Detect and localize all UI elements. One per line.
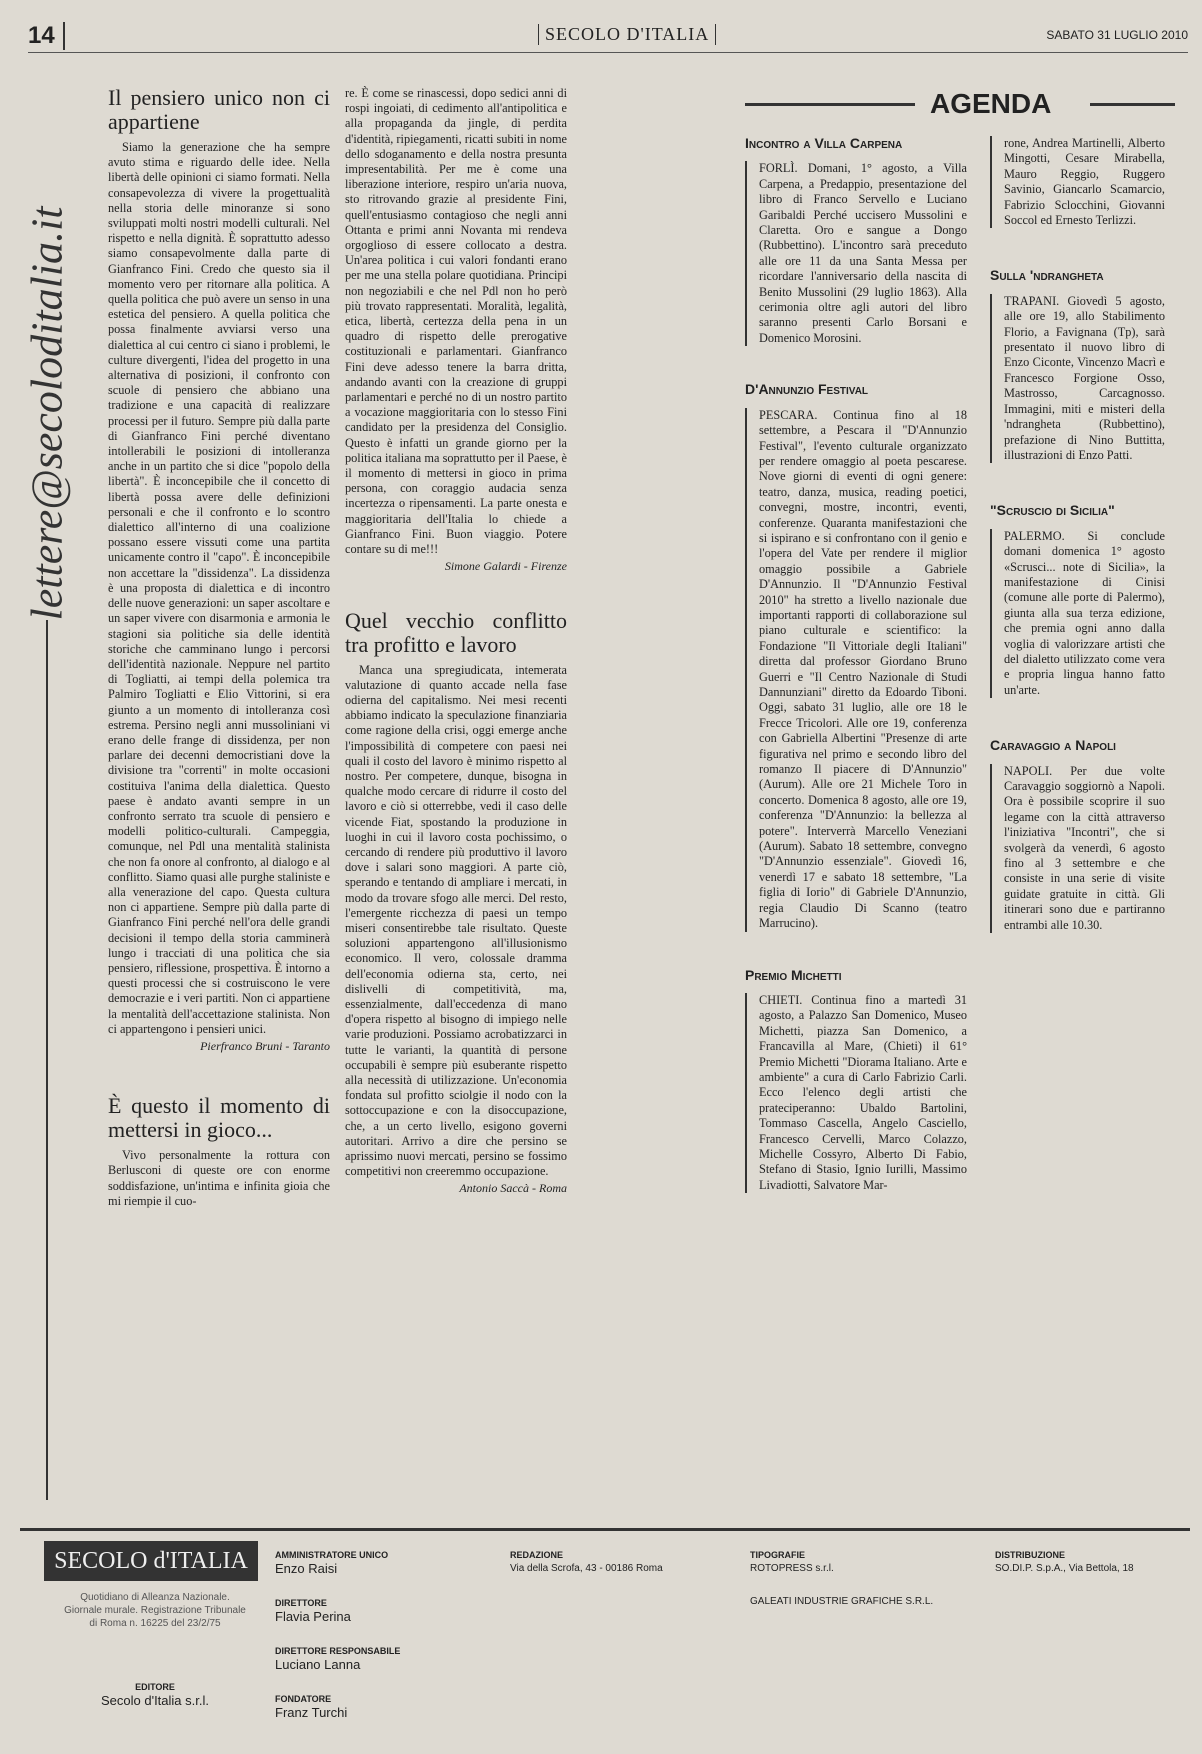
agenda-item: [990, 268, 1165, 463]
agenda-heading: Caravaggio a Napoli: [990, 737, 1116, 754]
publisher-name: Secolo d'Italia s.r.l.: [101, 1693, 209, 1708]
agenda-heading: "Scruscio di Sicilia": [990, 502, 1115, 519]
agenda-column-b: [990, 136, 1165, 933]
agenda-heading: D'Annunzio Festival: [745, 381, 869, 398]
agenda-heading: Premio Michetti: [745, 966, 842, 983]
agenda-item: [990, 503, 1165, 698]
manager-label: AMMINISTRATORE UNICO: [275, 1550, 389, 1560]
agenda-column-a: [745, 136, 967, 1193]
agenda-rule-right: [1090, 103, 1175, 106]
letter-body: re. È come se rinascessi, dopo sedici anni di rospi ingoiati, di cedimento all'antipolitica e alla propaganda da jingle, di perdita d'identità, ripiegamenti, ricatti subiti in nome dello sdoganamento e della nostra presunta impresentabilità. Per me è come una liberazione interiore, respiro un'aria nuova, sto ritrovando grazie al presidente Fini, quell'entusiasmo contagioso che negli anni Ottanta e primi anni Novanta mi rendeva orgoglioso di essere collocato a destra. Un'area politica i cui valori fondanti erano per me una stella polare quotidiana. Principi non negoziabili e che nel Pdl non ho però più trovato rappresentati. Moralità, legalità, etica, libertà, certezza della pena in un quadro di rispetto delle prerogative costituzionali e parlamentari. Gianfranco Fini deve adesso tenere la barra dritta, andando avanti con la creazione di gruppi parlamentari e perché no di un nostro partito a vocazione maggioritaria con lo stesso Fini candidato per la presidenza del Consiglio. Questo è infatti un grande giorno per la politica italiana ma soprattutto per il Paese, è il momento di mettersi in gioco in prima persona, con coraggio audacia senza incertezza o ripensamenti. La parte onesta e maggioritaria dell'Italia lo chiede a Gianfranco Fini. Buon viaggio. Potere contare su di me!!!: [345, 86, 567, 557]
agenda-text: rone, Andrea Martinelli, Alberto Mingotti, Cesare Mirabella, Mauro Reggio, Ruggero Savinio, Giancarlo Scamarcio, Fabrizio Sclocchini, Giovanni Soccol ed Ernesto Terlizzi.: [1004, 136, 1165, 228]
manager-name: Enzo Raisi: [275, 1561, 338, 1576]
vertical-title: [22, 95, 72, 621]
letter-signature: Simone Galardi - Firenze: [444, 559, 567, 574]
agenda-text: PESCARA. Continua fino al 18 settembre, a Pescara il "D'Annunzio Festival", l'evento culturale organizzato per rendere omaggio al poeta pescarese. Nove giorni di eventi di ogni genere: teatro, danza, musica, reading poetici, convegni, mostre, incontri, eventi, conferenze. Quaranta manifestazioni che si ispirano e si confrontano con il genio e l'opera del Vate per rendere il miglior omaggio possibile a Gabriele D'Annunzio. Il "D'Annunzio Festival 2010" ha stretto a livello nazionale due importanti rapporti di collaborazione sul piano culturale e scientifico: la Fondazione "Il Vittoriale degli Italiani" diretta dal professor Giordano Bruno Guerri e "Il Centro Nazionale di Studi Dannunziani" diretto da Edoardo Tiboni. Oggi, sabato 31 luglio, alle ore 18 le Frecce Tricolori. Alle ore 19, conferenza con Gabriella Albertini "Presenze di arte figurativa nel primo e secondo libro del romanzo Il piacere di D'Annunzio" (Aurum). Alle ore 21 Michele Toro in concerto. Domenica 8 agosto, alle ore 19, conferenza "D'Annunzio: la bellezza al potere". Interverrà Marcello Veneziani (Aurum). Sabato 18 settembre, convegno "D'Annunzio essenziale". Giovedì 16, venerdì 17 e sabato 18 settembre, "La figlia di Iorio" di Gabriele D'Annunzio, regia Claudio Di Scanno (teatro Marrucino).: [759, 407, 967, 931]
director-name: Flavia Perina: [275, 1609, 351, 1624]
editorial-office-block: [510, 1549, 730, 1575]
letter-title: È questo il momento di mettersi in gioco...: [108, 1093, 330, 1143]
colophon: [20, 1528, 1190, 1741]
distribution-company: SO.DI.P. S.p.A., Via Bettola, 18: [995, 1563, 1134, 1574]
agenda-text: NAPOLI. Per due volte Caravaggio soggiornò a Napoli. Ora è possibile scoprire il suo legame con la città attraverso l'iniziativa "Incontri", che si svolgerà da venerdì, 6 agosto fino al 3 settembre e che consiste in una serie di visite guidate gratuite in città. Gli itinerari sono due e partiranno entrambi alle 10.30.: [1004, 763, 1165, 932]
agenda-text: CHIETI. Continua fino a martedì 31 agosto, a Palazzo San Domenico, Museo Michetti, piazza San Domenico, a Francavilla al Mare, (Chieti) il 61° Premio Michetti "Diorama Italiano. Arte e ambiente" a cura di Carlo Fabrizio Carli. Ecco l'elenco degli artisti che prateciperanno: Ubaldo Bartolini, Tommaso Cascella, Angelo Casciello, Francesco Cervelli, Marco Colazzo, Michelle Cossyro, Alberto Di Fabio, Stefano di Stasio, Ignio Iurilli, Massimo Livadiotti, Salvatore Mar-: [759, 992, 967, 1192]
letter-title: Quel vecchio conflitto tra profitto e lavoro: [345, 607, 567, 657]
letter-body: Vivo personalmente la rottura con Berlusconi di queste ore con enorme soddisfazione, un'intima e infinita gioia che mi riempie il cuo-: [108, 1148, 330, 1208]
masthead: SECOLO D'ITALIA: [538, 24, 716, 45]
printers-block: [750, 1549, 960, 1608]
page-header: [28, 18, 1188, 53]
publisher-label: EDITORE: [135, 1682, 175, 1692]
column-2: [345, 86, 567, 1197]
distribution-block: [995, 1549, 1175, 1575]
page-number: 14: [28, 22, 65, 50]
vertical-rule: [46, 620, 48, 1500]
director-label: DIRETTORE: [275, 1598, 327, 1608]
email-address: lettere@secoloditalia.it: [22, 206, 72, 621]
agenda-title: AGENDA: [930, 88, 1052, 119]
agenda-text: FORLÌ. Domani, 1° agosto, a Villa Carpena, a Predappio, presentazione del libro di Franco Servello e Luciano Garibaldi Perché uccisero Mussolini e Claretta. Oro e sangue a Dongo (Rubbettino). L'incontro sarà preceduto alle ore 11 da una Santa Messa per ricordare l'anniversario della nascita di Benito Mussolini (29 luglio 1863). Alla cerimonia oltre agli autori del libro saranno presenti Carlo Borsani e Domenico Morosini.: [759, 161, 967, 345]
agenda-item: [745, 136, 967, 346]
agenda-rule-left: [745, 103, 915, 106]
publisher-block: [60, 1681, 250, 1707]
editor-name: Luciano Lanna: [275, 1657, 361, 1672]
founder-label: FONDATORE: [275, 1694, 332, 1704]
staff-block: [275, 1549, 475, 1719]
letter-title: Il pensiero unico non ci appartiene: [108, 85, 330, 134]
agenda-text: PALERMO. Si conclude domani domenica 1° agosto «Scrusci... note di Sicilia», la manifestazione di Cinisi (comune alle porte di Palermo), giunta alla sua terza edizione, che premia ogni anno dalla voglia di valorizzare artisti che del dialetto utilizzato come vera e propria lingua hanno fatto un'arte.: [1004, 528, 1165, 697]
printers-label: TIPOGRAFIE: [750, 1550, 806, 1560]
letter-signature: Pierfranco Bruni - Taranto: [200, 1038, 330, 1053]
founder-name: Franz Turchi: [275, 1705, 348, 1720]
printer-1: ROTOPRESS s.r.l.: [750, 1563, 834, 1574]
editor-label: DIRETTORE RESPONSABILE: [275, 1646, 401, 1656]
editorial-office-label: REDAZIONE: [510, 1550, 564, 1560]
editorial-office-address: Via della Scrofa, 43 - 00186 Roma: [510, 1563, 663, 1574]
agenda-item: [745, 382, 967, 931]
letter-body: Manca una spregiudicata, intemerata valutazione di quanto accade nella fase odierna del capitalismo. Nei mesi recenti abbiamo indicato la speculazione finanziaria come ragione della crisi, oggi emerge anche l'impossibilità di competere con paesi nei quali il costo del lavoro è minimo rispetto al nostro. Per competere, dunque, bisogna in qualche modo cercare di ridurre il costo del lavoro e ciò si otterrebbe, vedi il caso delle vicende Fiat, spostando la produzione in luoghi in cui il lavoro costa pochissimo, o cercando di rendere più produttivo il lavoro dove i salari sono maggiori. A parte ciò, sperando e tentando di ampliare i mercati, in modo da trovare sfogo alle merci. Del resto, l'emergente ricchezza di paesi un tempo miseri consentirebbe tale risultato. Queste soluzioni appartengono all'illusionismo economico. Il vero, colossale dramma dell'economia odierna sta, certo, nei dislivelli di competitività, ma, essenzialmente, dall'eccedenza di mano d'opera rispetto al bisogno di impiego nelle varie produzioni. Possiamo acrobatizzarci in tutte le varianti, la quantità di persone occupabili è sempre più esuberante rispetto alla necessità di utilizzazione. Un'economia fondata sul profitto sciolgie il nodo con la sottoccupazione e con la disoccupazione, che, a un certo livello, esigono governi autoritari. Arrivo a dire che persino se aprissimo nuovi mercati, persino se fossimo competitivi non creeremmo occupazione.: [345, 662, 567, 1179]
agenda-heading: Incontro a Villa Carpena: [745, 135, 903, 151]
column-1: [108, 86, 330, 1211]
agenda-heading: Sulla 'ndrangheta: [990, 267, 1104, 284]
letter-body: Siamo la generazione che ha sempre avuto stima e riguardo delle idee. Nella libertà delle opinioni ci siamo formati. Nella consapevolezza di vivere la progettualità nella storia delle minoranze si sono sviluppati molti nostri modelli culturali. Nel rispetto e nella dignità. È soprattutto adesso siamo consapevolmente dalla parte di Gianfranco Fini. Credo che questo sia il momento vero per ritornare alla politica. A quella politica che può avere un senso in una estetica del pensiero. A quella politica che possa finalmente avviarsi verso una dialettica al cui centro ci siano i problemi, le culture divergenti, l'idea del progetto in una alternativa di posizioni, il confronto con scuole di pensiero che abbiano una tradizione e una capacità di realizzare processi per il futuro. Sempre più dalla parte di Gianfranco Fini perché diventano intollerabili le posizioni di intolleranza anche in un partito che si dice "popolo della libertà". È inconcepibile che il concetto di libertà possa avere delle definizioni personali e che il confronto e lo scontro dialettico all'interno di una coalizione possano essere vissuti come una partita unicamente contro il "capo". È inconcepibile non accettare la "dissidenza". La dissidenza è una proposta di dialettica e di incontro delle nuove generazioni: un saper ascoltare e un saper vivere con disarmonia e armonia le stagioni sia politiche sia delle identità storiche che camminano lungo i percorsi dell'identità nazionale. Neppure nel partito di Togliatti, ai tempi della polemica tra Palmiro Togliatti e Elio Vittorini, si era giunto a un momento di intolleranza così estrema. Persino negli anni mussoliniani vi erano delle frange di dissidenza, per non parlare dei decenni democristiani dove la divisione tra "correnti" in molte occasioni costituiva l'anima della dialettica. Questo paese è andato avanti sempre in un confronto serrato tra scuole di pensiero e modelli politico-culturali. Campeggia, comunque, nel Pdl una mentalità stalinista che non fa onore al confronto, al dialogo e al conflitto. Siamo quasi alle purghe staliniste e alla venerazione del capo. Questa cultura non ci appartiene. Sempre più dalla parte di Gianfranco Fini perché nell'ora delle grandi decisioni il tempo della storia camminerà lungo i tracciati di una politica che sia pensiero, riflessione, prospettiva. È intorno a questi processi che si costruiscono le vere democrazie e i veri partiti. Non ci appartiene la mentalità dell'accettazione stalinista. Non ci appartengono i pensieri unici.: [108, 140, 330, 1036]
agenda-header: [745, 88, 1175, 128]
agenda-item: [745, 968, 967, 1194]
printer-2: GALEATI INDUSTRIE GRAFICHE S.R.L.: [750, 1596, 934, 1607]
letter-signature: Antonio Saccà - Roma: [459, 1181, 567, 1196]
agenda-item: [990, 738, 1165, 933]
distribution-label: DISTRIBUZIONE: [995, 1550, 1066, 1560]
issue-date: SABATO 31 LUGLIO 2010: [1046, 28, 1188, 42]
registration-info: Quotidiano di Alleanza Nazionale. Giornale murale. Registrazione Tribunale di Roma n. 16225 del 23/2/75: [64, 1592, 246, 1629]
agenda-text: TRAPANI. Giovedì 5 agosto, alle ore 19, allo Stabilimento Florio, a Favignana (Tp), sarà presentato il nuovo libro di Enzo Ciconte, Vincenzo Macrì e Francesco Forgione Osso, Mastrosso, Carcagnosso. Immagini, miti e misteri della 'ndrangheta (Rubbettino), prefazione di Nino Buttitta, illustrazioni di Enzo Patti.: [1004, 293, 1165, 462]
footer-logo: SECOLO d'ITALIA: [44, 1541, 258, 1581]
